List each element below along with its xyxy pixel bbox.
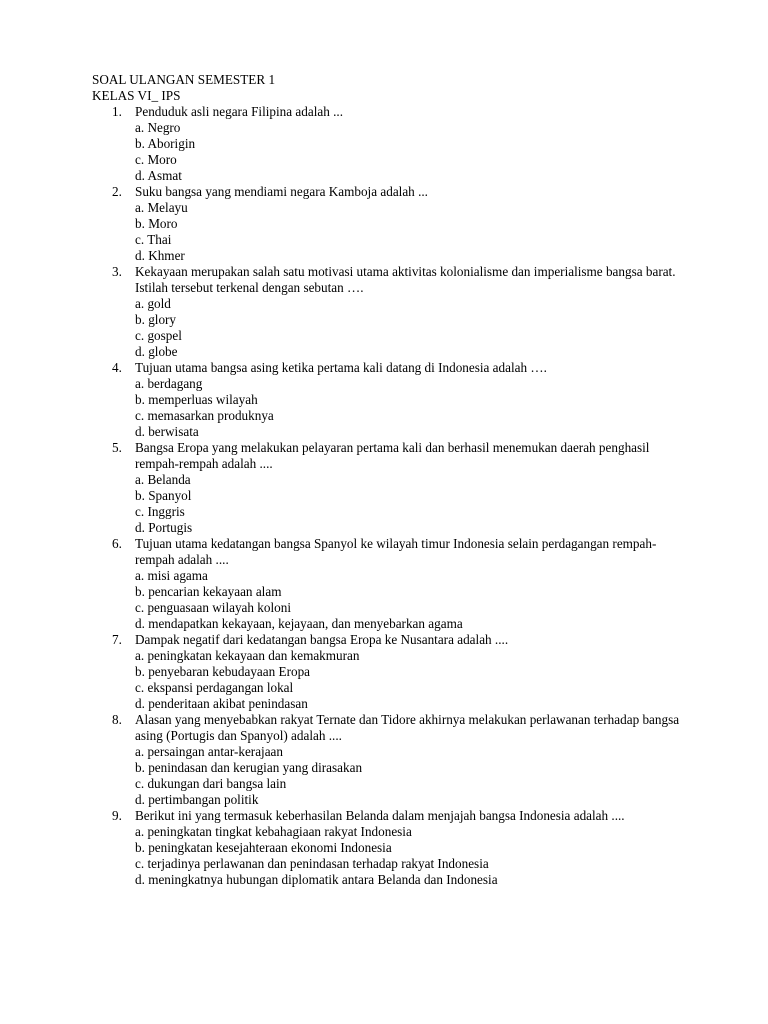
- option-list: [135, 120, 692, 184]
- question-text: Alasan yang menyebabkan rakyat Ternate dan Tidore akhirnya melakukan perlawanan terhadap bangsa asing (Portugis dan Spanyol) adalah ....: [135, 712, 680, 743]
- answer-option: b. glory: [135, 312, 177, 327]
- question-item: [92, 536, 692, 632]
- question-number: 2.: [112, 184, 122, 199]
- answer-option: c. Inggris: [135, 504, 185, 519]
- answer-option: b. penindasan dan kerugian yang dirasakan: [135, 760, 363, 775]
- option-list: [135, 200, 692, 264]
- answer-option: d. Khmer: [135, 248, 185, 263]
- answer-option: c. Moro: [135, 152, 177, 167]
- class-label: KELAS VI_ IPS: [92, 88, 181, 103]
- answer-option: a. gold: [135, 296, 171, 311]
- question-number: 4.: [112, 360, 122, 375]
- answer-option: b. penyebaran kebudayaan Eropa: [135, 664, 311, 679]
- answer-option: b. Spanyol: [135, 488, 192, 503]
- question-text: Berikut ini yang termasuk keberhasilan Belanda dalam menjajah bangsa Indonesia adalah ....: [135, 808, 625, 823]
- question-text: Tujuan utama bangsa asing ketika pertama kali datang di Indonesia adalah ….: [135, 360, 547, 375]
- question-item: [92, 360, 692, 440]
- answer-option: d. penderitaan akibat penindasan: [135, 696, 308, 711]
- answer-option: c. terjadinya perlawanan dan penindasan terhadap rakyat Indonesia: [135, 856, 489, 871]
- question-number: 1.: [112, 104, 122, 119]
- answer-option: d. pertimbangan politik: [135, 792, 259, 807]
- answer-option: c. Thai: [135, 232, 172, 247]
- answer-option: d. Asmat: [135, 168, 182, 183]
- question-number: 3.: [112, 264, 122, 279]
- answer-option: c. ekspansi perdagangan lokal: [135, 680, 294, 695]
- answer-option: b. pencarian kekayaan alam: [135, 584, 282, 599]
- answer-option: a. peningkatan kekayaan dan kemakmuran: [135, 648, 360, 663]
- question-item: [92, 104, 692, 184]
- question-text: Dampak negatif dari kedatangan bangsa Eropa ke Nusantara adalah ....: [135, 632, 509, 647]
- answer-option: d. berwisata: [135, 424, 199, 439]
- answer-option: c. gospel: [135, 328, 182, 343]
- question-number: 5.: [112, 440, 122, 455]
- question-text: Bangsa Eropa yang melakukan pelayaran pertama kali dan berhasil menemukan daerah penghasil rempah-rempah adalah ....: [135, 440, 650, 471]
- answer-option: c. penguasaan wilayah koloni: [135, 600, 292, 615]
- answer-option: b. Moro: [135, 216, 178, 231]
- option-list: [135, 824, 692, 888]
- question-item: [92, 264, 692, 360]
- question-item: [92, 808, 692, 888]
- answer-option: c. memasarkan produknya: [135, 408, 274, 423]
- option-list: [135, 296, 692, 360]
- question-text: Penduduk asli negara Filipina adalah ...: [135, 104, 344, 119]
- question-text: Kekayaan merupakan salah satu motivasi utama aktivitas kolonialisme dan imperialisme bangsa barat. Istilah tersebut terkenal dengan sebutan ….: [135, 264, 676, 295]
- answer-option: c. dukungan dari bangsa lain: [135, 776, 287, 791]
- answer-option: d. meningkatnya hubungan diplomatik antara Belanda dan Indonesia: [135, 872, 498, 887]
- option-list: [135, 568, 692, 632]
- answer-option: b. peningkatan kesejahteraan ekonomi Indonesia: [135, 840, 392, 855]
- answer-option: a. peningkatan tingkat kebahagiaan rakyat Indonesia: [135, 824, 412, 839]
- question-text: Suku bangsa yang mendiami negara Kamboja adalah ...: [135, 184, 428, 199]
- question-item: [92, 184, 692, 264]
- answer-option: a. persaingan antar-kerajaan: [135, 744, 284, 759]
- answer-option: a. Belanda: [135, 472, 191, 487]
- answer-option: a. berdagang: [135, 376, 203, 391]
- question-text: Tujuan utama kedatangan bangsa Spanyol ke wilayah timur Indonesia selain perdagangan rempah-rempah adalah ....: [135, 536, 657, 567]
- question-item: [92, 712, 692, 808]
- option-list: [135, 472, 692, 536]
- answer-option: b. memperluas wilayah: [135, 392, 258, 407]
- question-number: 9.: [112, 808, 122, 823]
- answer-option: a. Melayu: [135, 200, 188, 215]
- answer-option: a. misi agama: [135, 568, 208, 583]
- option-list: [135, 376, 692, 440]
- question-item: [92, 632, 692, 712]
- answer-option: d. mendapatkan kekayaan, kejayaan, dan menyebarkan agama: [135, 616, 463, 631]
- option-list: [135, 744, 692, 808]
- option-list: [135, 648, 692, 712]
- answer-option: d. Portugis: [135, 520, 193, 535]
- question-number: 6.: [112, 536, 122, 551]
- answer-option: b. Aborigin: [135, 136, 196, 151]
- exam-title: SOAL ULANGAN SEMESTER 1: [92, 72, 276, 87]
- exam-document: [92, 72, 692, 888]
- question-item: [92, 440, 692, 536]
- question-list: [92, 104, 692, 888]
- answer-option: d. globe: [135, 344, 178, 359]
- answer-option: a. Negro: [135, 120, 181, 135]
- question-number: 7.: [112, 632, 122, 647]
- question-number: 8.: [112, 712, 122, 727]
